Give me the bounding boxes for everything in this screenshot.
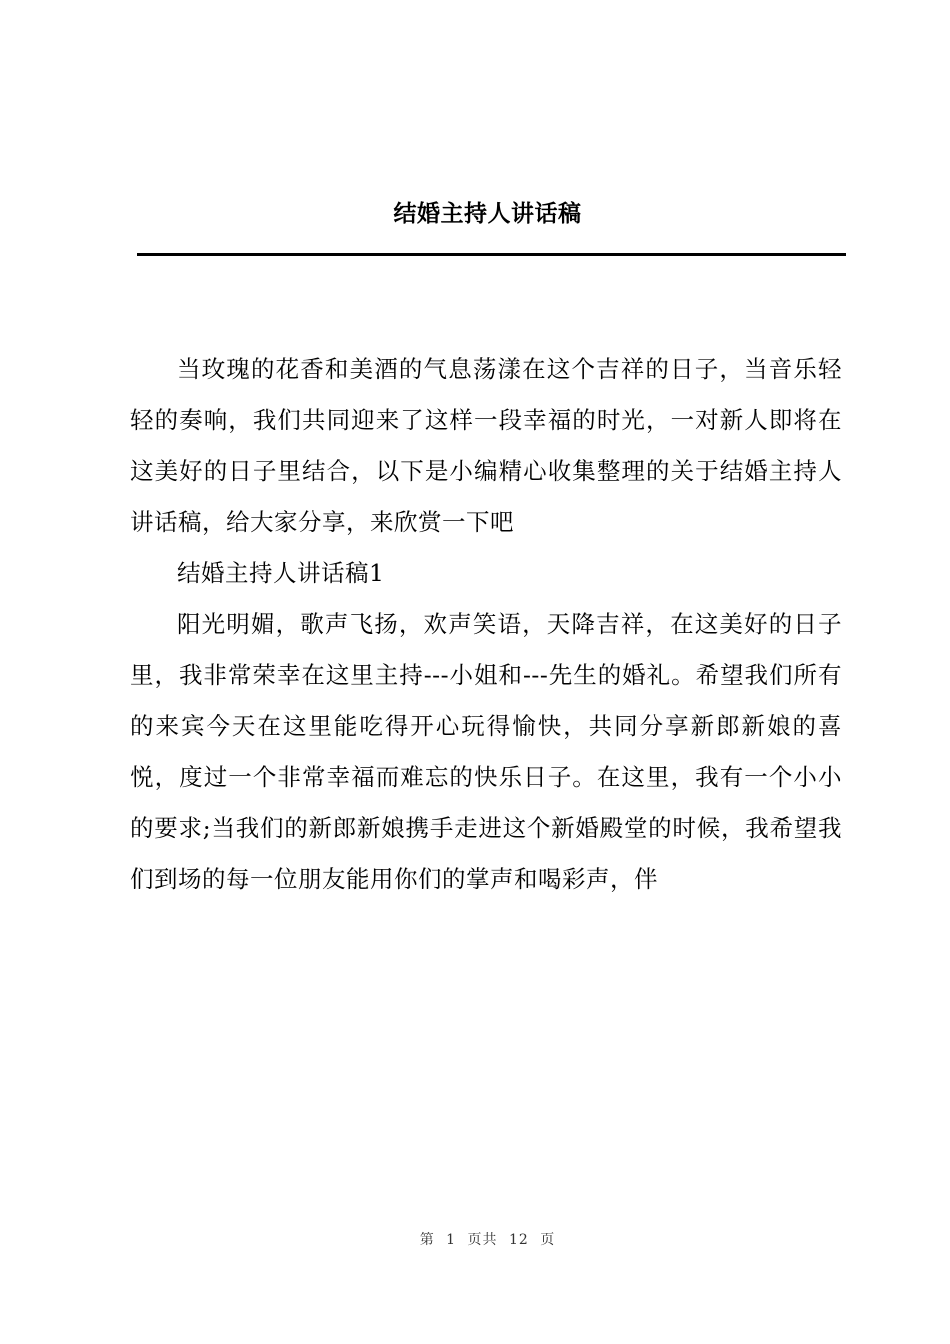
document-body	[130, 344, 842, 905]
section-heading: 结婚主持人讲话稿1	[177, 559, 385, 587]
document-title: 结婚主持人讲话稿	[393, 200, 582, 227]
page-number-footer: 第 1 页共 12 页	[419, 1232, 556, 1248]
title-underline	[137, 253, 846, 256]
body-paragraph: 阳光明媚，歌声飞扬，欢声笑语，天降吉祥，在这美好的日子里，我非常荣幸在这里主持---小姐和---先生的婚礼。希望我们所有的来宾今天在这里能吃得开心玩得愉快，共同分享新郎新娘的喜悦，度过一个非常幸福而难忘的快乐日子。在这里，我有一个小小的要求;当我们的新郎新娘携手走进这个新婚殿堂的时候，我希望我们到场的每一位朋友能用你们的掌声和喝彩声，伴	[130, 610, 842, 893]
intro-paragraph: 当玫瑰的花香和美酒的气息荡漾在这个吉祥的日子，当音乐轻轻的奏响，我们共同迎来了这样一段幸福的时光，一对新人即将在这美好的日子里结合，以下是小编精心收集整理的关于结婚主持人讲话稿，给大家分享，来欣赏一下吧	[130, 355, 842, 536]
